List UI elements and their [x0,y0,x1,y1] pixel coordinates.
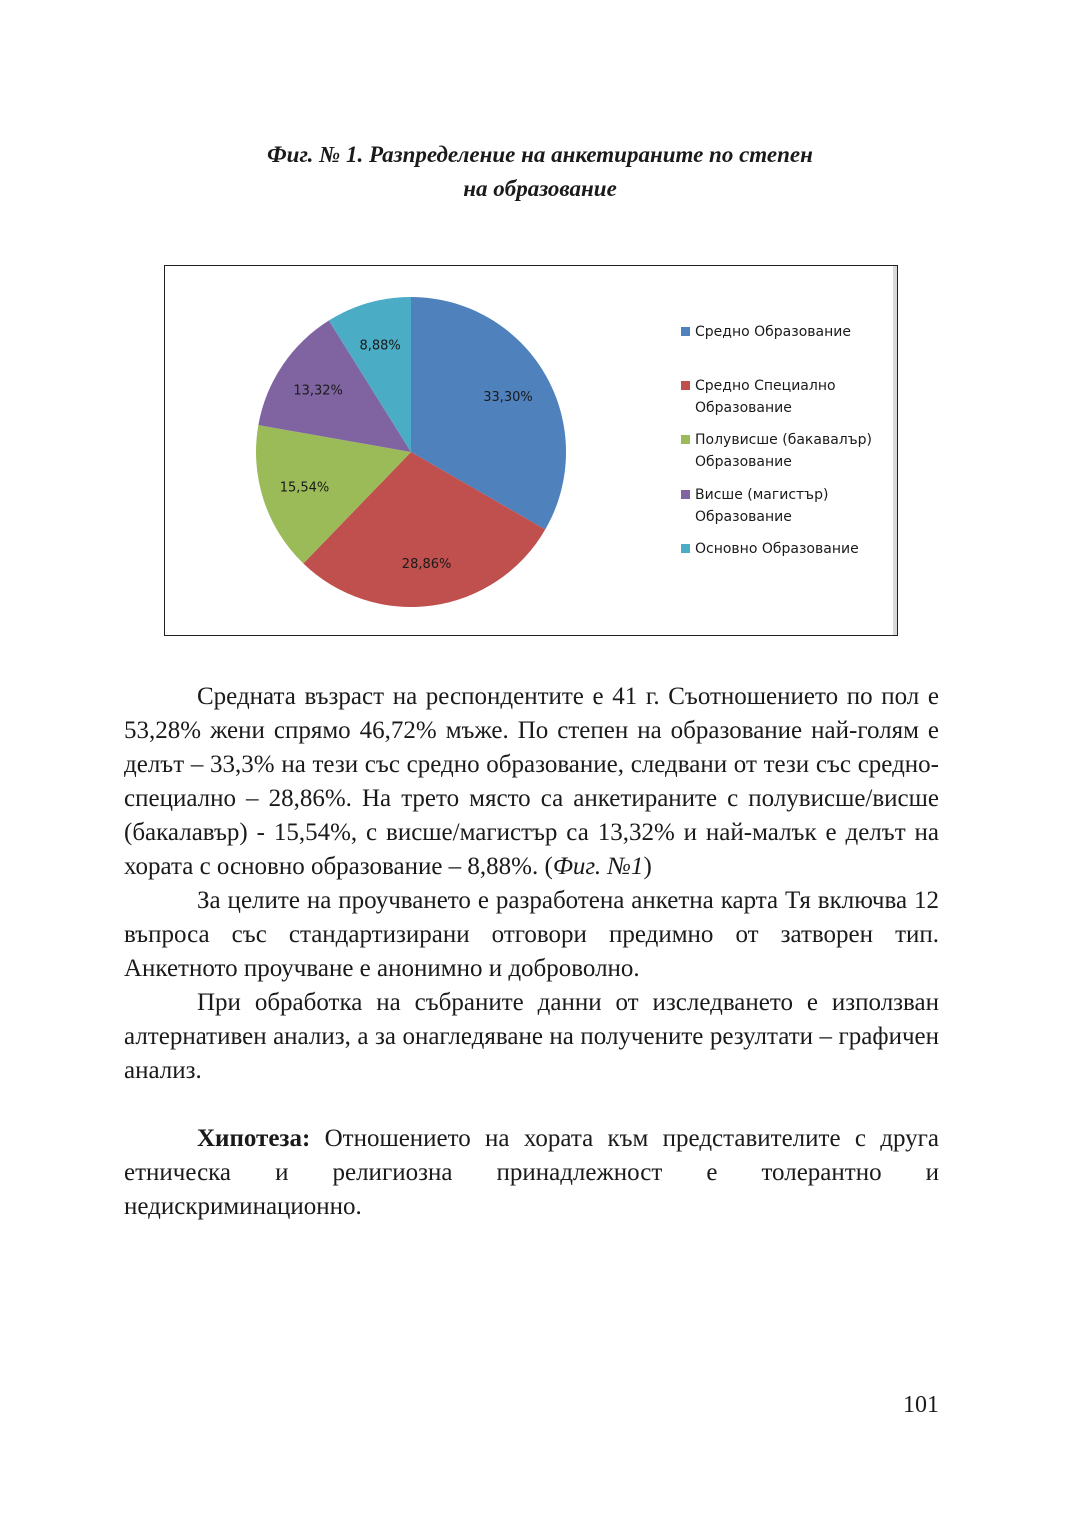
paragraph-survey: За целите на проучването е разработена анкетна карта Тя включва 12 въпроса със стандартизирани отговори предимно от затворен тип. Анкетното проучване е анонимно и доброволно. [124,887,939,982]
legend-swatch-3 [681,435,690,444]
figure-reference: Фиг. №1 [552,853,644,880]
pie-value-label-4: 13,32% [293,383,343,399]
legend-item-1 [681,321,891,343]
hypothesis-text: Отношението на хората към представителите с друга етническа и религиозна принадлежност е толерантно и недискриминационно. [124,1125,939,1220]
page-number: 101 [903,1392,939,1418]
figure-title-line2: на образование [463,176,617,201]
legend-swatch-2 [681,381,690,390]
legend-item-3 [681,429,891,473]
legend-item-2 [681,375,891,419]
legend-swatch-1 [681,327,690,336]
paragraph-demographics [124,680,939,884]
legend-label-4-line1: Висше (магистър) [695,487,829,503]
legend-swatch-4 [681,490,690,499]
legend-label-3-line1: Полувисше (бакавалър) [695,432,872,448]
pie-chart [164,265,898,636]
legend-label-2-line1: Средно Специално [695,378,836,394]
legend-label-1-line1: Средно Образование [695,324,851,340]
paragraph-hypothesis [124,1122,939,1224]
pie-value-label-2: 28,86% [401,556,452,572]
paragraph-demographics-end: ) [643,853,652,880]
paragraph-demographics-text: Средната възраст на респондентите е 41 г. Съотношението по пол е 53,28% жени спрямо 46,72% мъже. По степен на образование най-голям е делът – 33,3% на тези със средно образование, следвани от тези със средно-специално – 28,86%. На трето място са анкетираните с полувисше/висше (бакалавър) - 15,54%, с висше/магистър са 13,32% и най-малък е делът на хората с основно образование – 8,88%. ( [124,683,939,880]
hypothesis-label: Хипотеза: [197,1125,311,1152]
figure-title-line1: Фиг. № 1. Разпределение на анкетираните по степен [267,142,813,167]
legend-label-3-line2: Образование [695,454,792,470]
legend-swatch-5 [681,544,690,553]
pie-value-label-5: 8,88% [359,338,401,354]
pie-value-label-3: 15,54% [279,480,330,496]
figure-title [0,138,1080,206]
pie-value-label-1: 33,30% [483,390,533,405]
legend-label-2-line2: Образование [695,400,792,416]
body-text [124,680,939,1224]
legend-item-5 [681,538,891,560]
legend-label-5-line1: Основно Образование [695,541,859,557]
paragraph-analysis: При обработка на събраните данни от изследването е използван алтернативен анализ, а за онагледяване на получените резултати – графичен анализ. [124,989,939,1084]
legend-label-4-line2: Образование [695,509,792,525]
legend-item-4 [681,484,891,528]
